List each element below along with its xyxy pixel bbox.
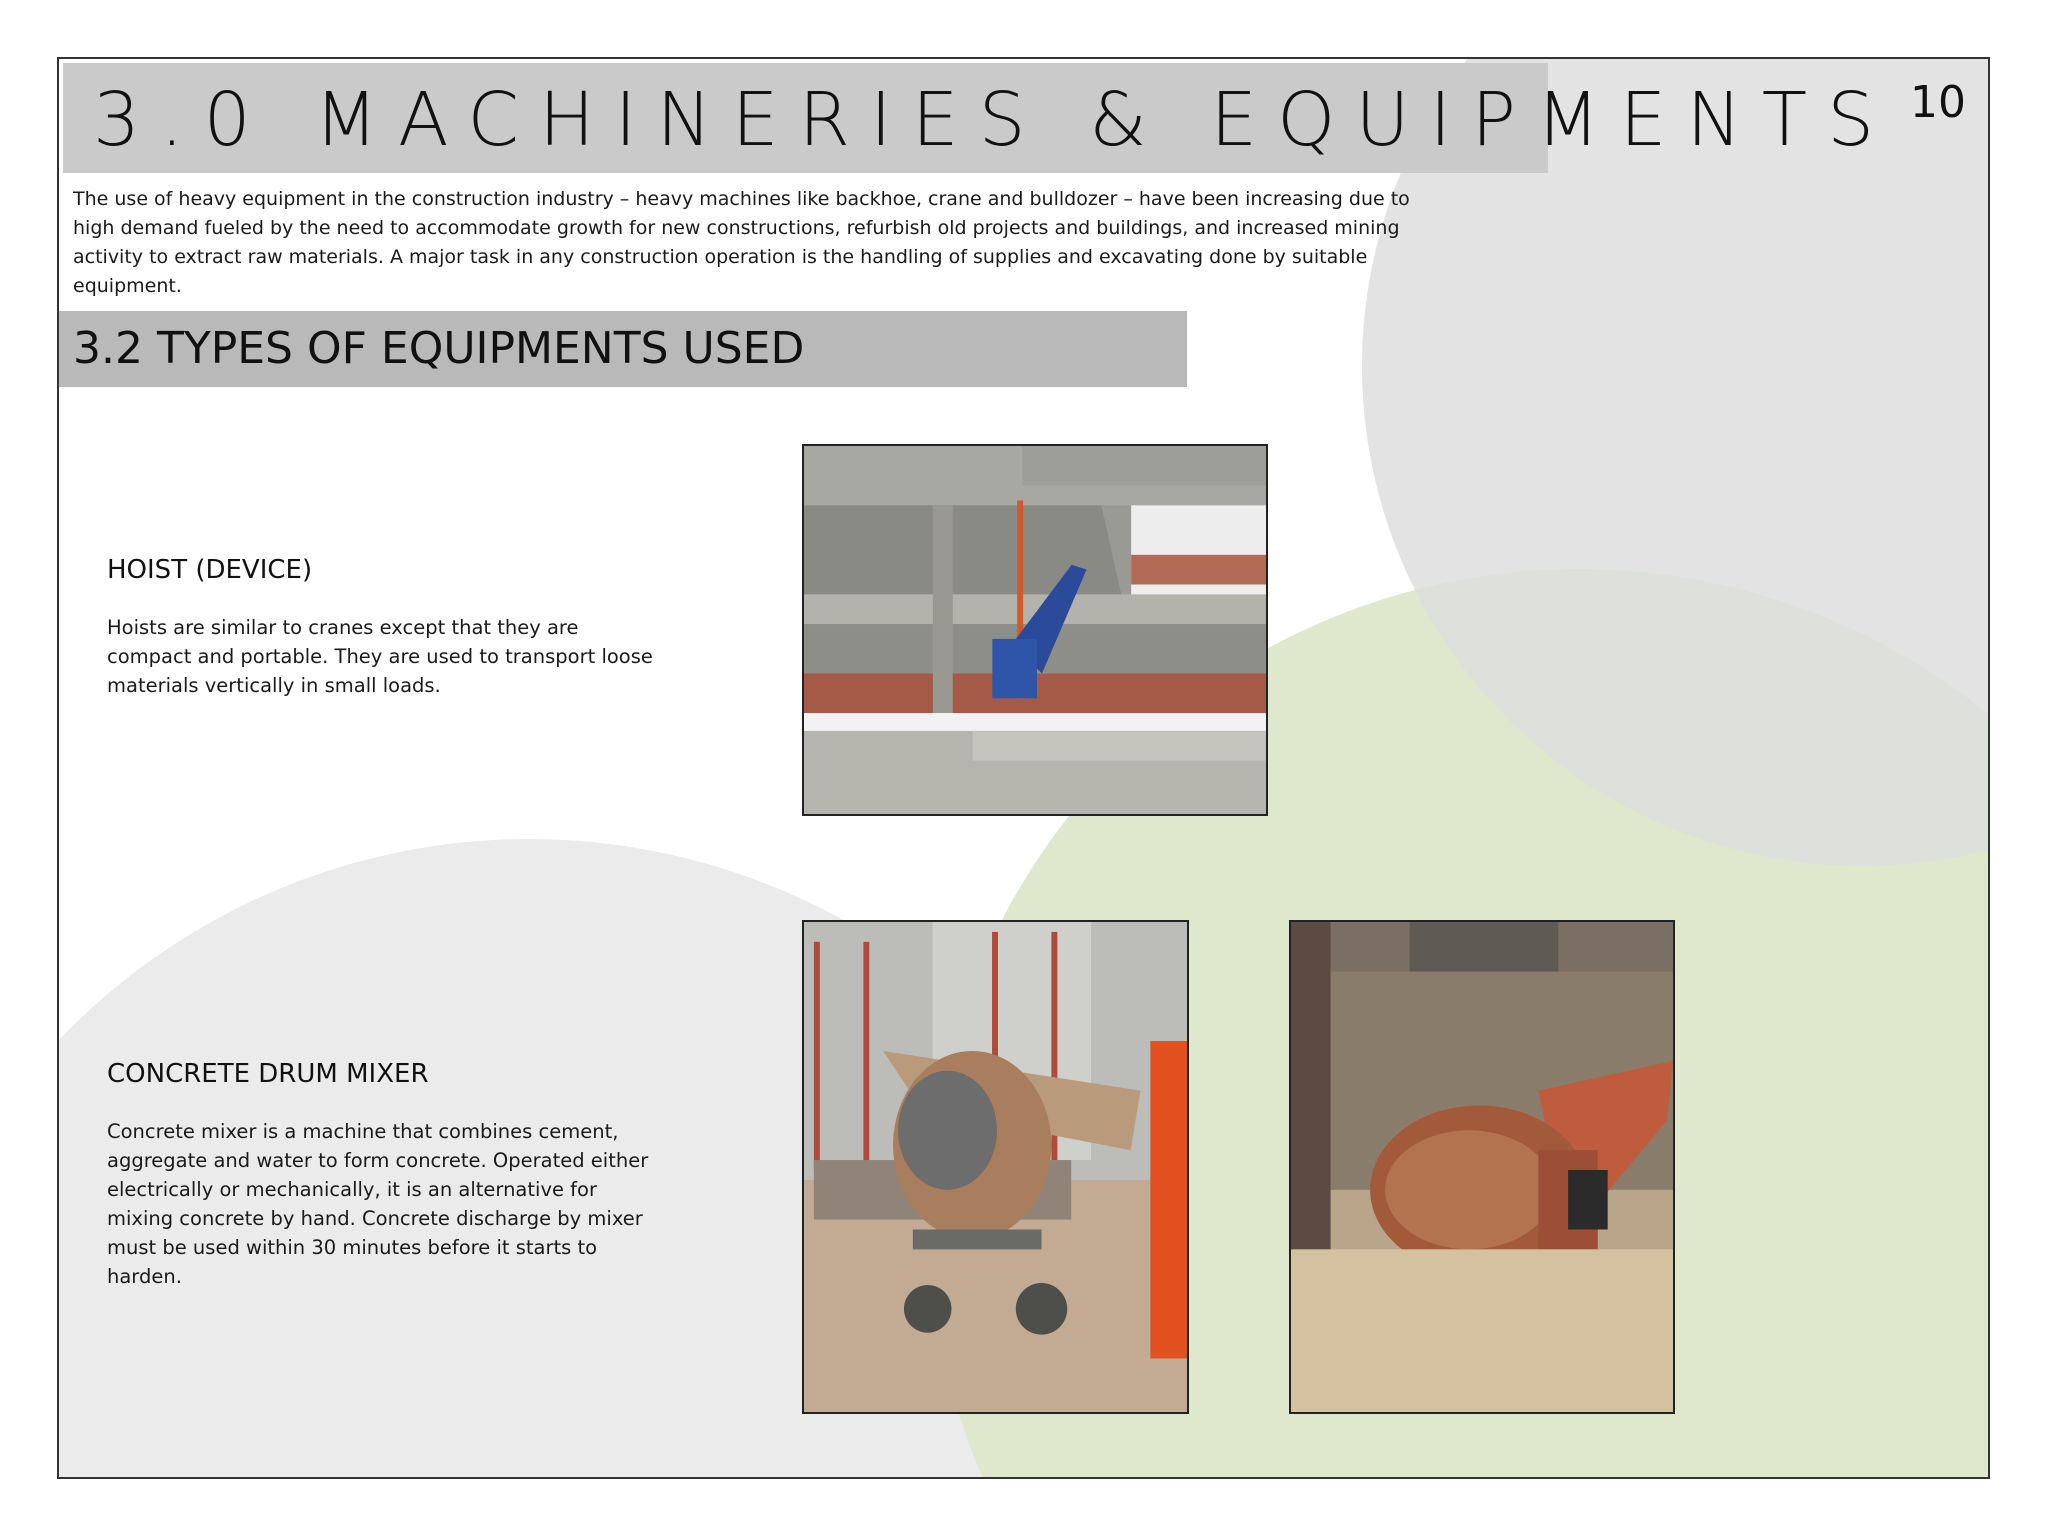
mixer-title: CONCRETE DRUM MIXER bbox=[107, 1059, 429, 1089]
hoist-description: Hoists are similar to cranes except that they are compact and portable. They are used to transport loose materials vertically in small loads. bbox=[107, 616, 653, 697]
section-title: 3.2 TYPES OF EQUIPMENTS USED bbox=[73, 323, 805, 374]
mixer-description: Concrete mixer is a machine that combines cement, aggregate and water to form concrete. Operated either electrically or mechanically, it is an alternative for mixing concrete by hand. Concrete discharge by mixer must be used within 30 minutes before it starts to harden. bbox=[107, 1120, 649, 1288]
page-title: 3.0 MACHINERIES & EQUIPMENTS bbox=[93, 77, 1895, 163]
hoist-photo bbox=[802, 444, 1268, 816]
section-bar bbox=[59, 311, 1187, 387]
mixer-photo-1 bbox=[802, 920, 1189, 1414]
slide-page bbox=[57, 57, 1990, 1479]
hoist-title: HOIST (DEVICE) bbox=[107, 555, 313, 585]
page-number: 10 bbox=[1910, 77, 1966, 128]
title-bar bbox=[63, 63, 1895, 173]
intro-paragraph: The use of heavy equipment in the construction industry – heavy machines like backhoe, crane and bulldozer – have been increasing due to high demand fueled by the need to accommodate growth for new constructions, refurbish old projects and buildings, and increased mining activity to extract raw materials. A major task in any construction operation is the handling of supplies and excavating done by suitable equipment. bbox=[73, 188, 1410, 297]
mixer-photo-2 bbox=[1289, 920, 1675, 1414]
